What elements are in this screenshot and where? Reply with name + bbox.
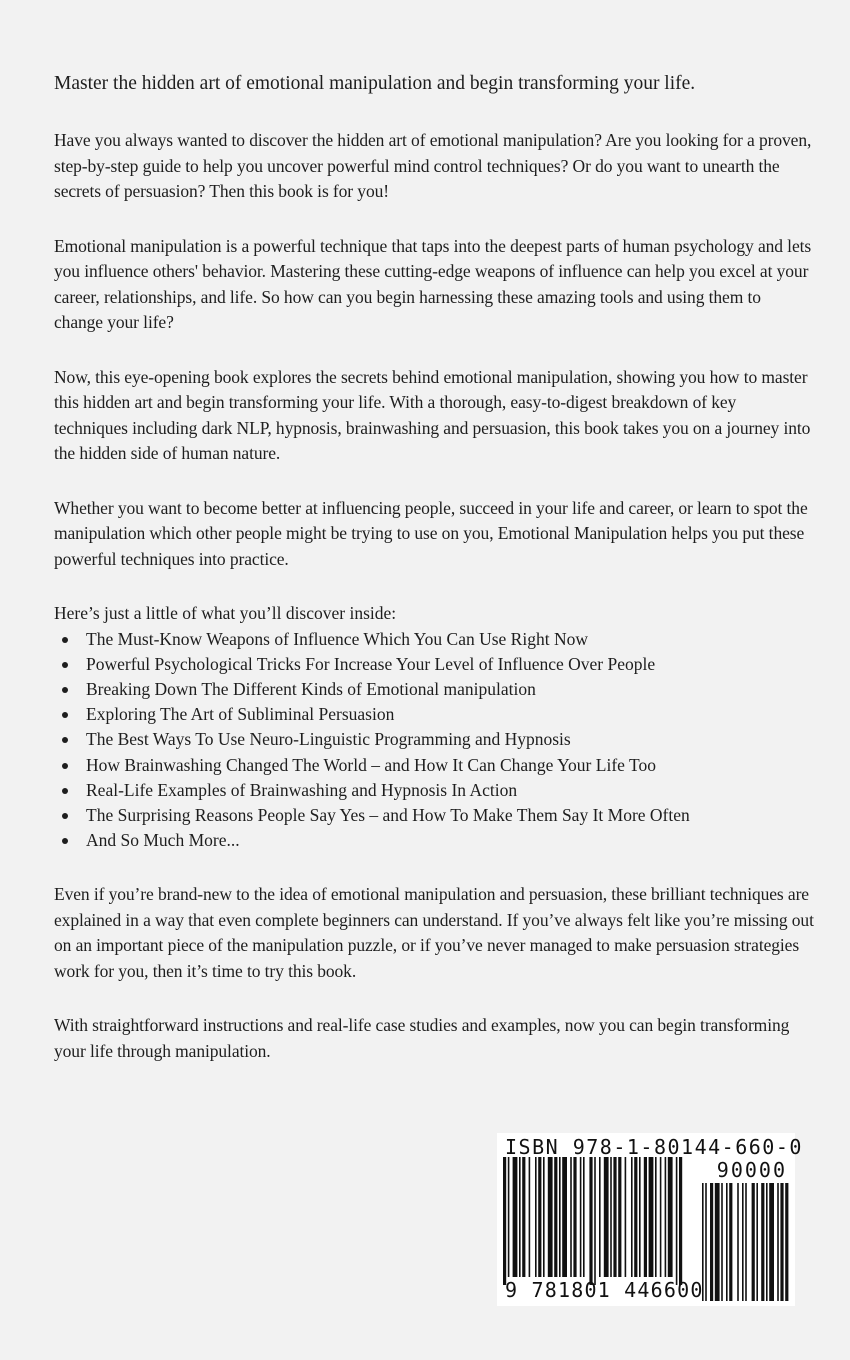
barcode-addon-bar <box>726 1183 728 1301</box>
barcode-addon-bar <box>780 1183 783 1301</box>
bullet-icon <box>62 737 68 743</box>
barcode-bar <box>589 1157 592 1285</box>
barcode-addon-bar <box>756 1183 758 1301</box>
barcode-bar <box>644 1157 647 1277</box>
barcode-addon-bar <box>742 1183 744 1301</box>
barcode-bar <box>655 1157 657 1277</box>
back-cover-text <box>54 70 814 1093</box>
barcode-addon-bar <box>729 1183 732 1301</box>
bullet-icon <box>62 788 68 794</box>
barcode-bar <box>649 1157 654 1277</box>
barcode-addon-bar <box>769 1183 774 1301</box>
closing-paragraph-1: Even if you’re brand-new to the idea of emotional manipulation and persuasion, these brilliant techniques are explained in a way that even complete beginners can understand. If you’ve always felt like you’re missing out on an important piece of the manipulation puzzle, or if you’ve never managed to make persuasion strategies work for you, then it’s time to try this book. <box>54 884 814 981</box>
barcode-bar <box>543 1157 545 1277</box>
closing-paragraph-2: With straightforward instructions and real-life case studies and examples, now you can begin transforming your life through manipulation. <box>54 1015 790 1061</box>
barcode-bar <box>634 1157 637 1277</box>
barcode-addon-bar <box>785 1183 788 1301</box>
isbn-barcode <box>497 1133 803 1306</box>
bullet-icon <box>62 763 68 769</box>
paragraph-3: Now, this eye-opening book explores the secrets behind emotional manipulation, showing you how to master this hidden art and begin transforming your life. With a thorough, easy-to-digest breakdown of key techniques including dark NLP, hypnosis, brainwashing and persuasion, this book takes you on a journey into the hidden side of human nature. <box>54 366 811 463</box>
barcode-addon-bar <box>766 1183 768 1301</box>
barcode-bar <box>535 1157 537 1277</box>
list-item: Powerful Psychological Tricks For Increase Your Level of Influence Over People <box>54 652 814 677</box>
list-item: And So Much More... <box>54 828 814 853</box>
feature-list <box>54 627 814 854</box>
barcode-bar <box>625 1157 627 1277</box>
barcode-bar <box>508 1157 510 1277</box>
barcode-bar <box>679 1157 682 1285</box>
barcode-bar <box>562 1157 567 1277</box>
barcode-addon-bar <box>745 1183 747 1301</box>
barcode-addon-bar <box>737 1183 739 1301</box>
list-item: How Brainwashing Changed The World – and How It Can Change Your Life Too <box>54 753 814 778</box>
paragraph-1: Have you always wanted to discover the hidden art of emotional manipulation? Are you looking for a proven, step-by-step guide to help you uncover powerful mind control techniques? Or do you want to unearth the secrets of persuasion? Then this book is for you! <box>54 130 812 201</box>
barcode-addon-bar <box>777 1183 779 1301</box>
barcode-addon-bar <box>761 1183 764 1301</box>
barcode-bar <box>548 1157 553 1277</box>
bullet-icon <box>62 712 68 718</box>
barcode-bar <box>639 1157 641 1277</box>
barcode-bar <box>676 1157 678 1285</box>
list-item: Breaking Down The Different Kinds of Emotional manipulation <box>54 677 814 702</box>
barcode-bar <box>604 1157 609 1277</box>
barcode-addon-bar <box>705 1183 707 1301</box>
barcode-bar <box>522 1157 525 1277</box>
barcode-bar <box>610 1157 612 1277</box>
barcode-bar <box>668 1157 673 1277</box>
bullet-icon <box>62 687 68 693</box>
barcode-bar <box>580 1157 582 1277</box>
paragraph-2: Emotional manipulation is a powerful technique that taps into the deepest parts of human psychology and lets you influence others' behavior. Mastering these cutting-edge weapons of influence can help you excel at your career, relationships, and life. So how can you begin harnessing these amazing tools and using them to change your life? <box>54 235 812 332</box>
bullet-icon <box>62 838 68 844</box>
barcode-bar <box>594 1157 596 1285</box>
barcode-bar <box>599 1157 601 1277</box>
list-intro: Here’s just a little of what you’ll discover inside: <box>54 603 397 623</box>
barcode-bar <box>554 1157 557 1277</box>
barcode-bar <box>570 1157 572 1277</box>
barcode-bar <box>583 1157 585 1277</box>
barcode-bar <box>503 1157 506 1285</box>
barcode-bar <box>529 1157 531 1277</box>
ean-digits: 9 781801 446600 <box>505 1278 704 1302</box>
list-item: The Best Ways To Use Neuro-Linguistic Programming and Hypnosis <box>54 727 814 752</box>
barcode-bar <box>519 1157 521 1277</box>
barcode-bar <box>573 1157 576 1277</box>
barcode-addon-bar <box>710 1183 713 1301</box>
barcode-addon-bar <box>752 1183 755 1301</box>
barcode-bar <box>660 1157 662 1277</box>
barcode-bar <box>613 1157 616 1277</box>
barcode-bar <box>618 1157 621 1277</box>
barcode-addon-bar <box>715 1183 720 1301</box>
paragraph-4: Whether you want to become better at influencing people, succeed in your life and career, or learn to spot the manipulation which other people might be trying to use on you, Emotional Manipulation helps you put these powerful techniques into practice. <box>54 497 808 569</box>
isbn-label: ISBN 978-1-80144-660-0 <box>505 1135 803 1159</box>
barcode-addon-bar <box>721 1183 723 1301</box>
bullet-icon <box>62 637 68 643</box>
bullet-icon <box>62 662 68 668</box>
barcode-bar <box>513 1157 518 1277</box>
barcode-bar <box>538 1157 541 1277</box>
headline: Master the hidden art of emotional manipulation and begin transforming your life. <box>54 73 696 94</box>
list-item: Real-Life Examples of Brainwashing and Hypnosis In Action <box>54 778 814 803</box>
list-item: The Surprising Reasons People Say Yes – and How To Make Them Say It More Often <box>54 803 814 828</box>
barcode-bar <box>631 1157 633 1277</box>
barcode-bar <box>665 1157 667 1277</box>
price-code: 90000 <box>716 1158 787 1182</box>
list-item: The Must-Know Weapons of Influence Which You Can Use Right Now <box>54 627 814 652</box>
bullet-icon <box>62 813 68 819</box>
list-item: Exploring The Art of Subliminal Persuasion <box>54 702 814 727</box>
barcode-bar <box>559 1157 561 1277</box>
